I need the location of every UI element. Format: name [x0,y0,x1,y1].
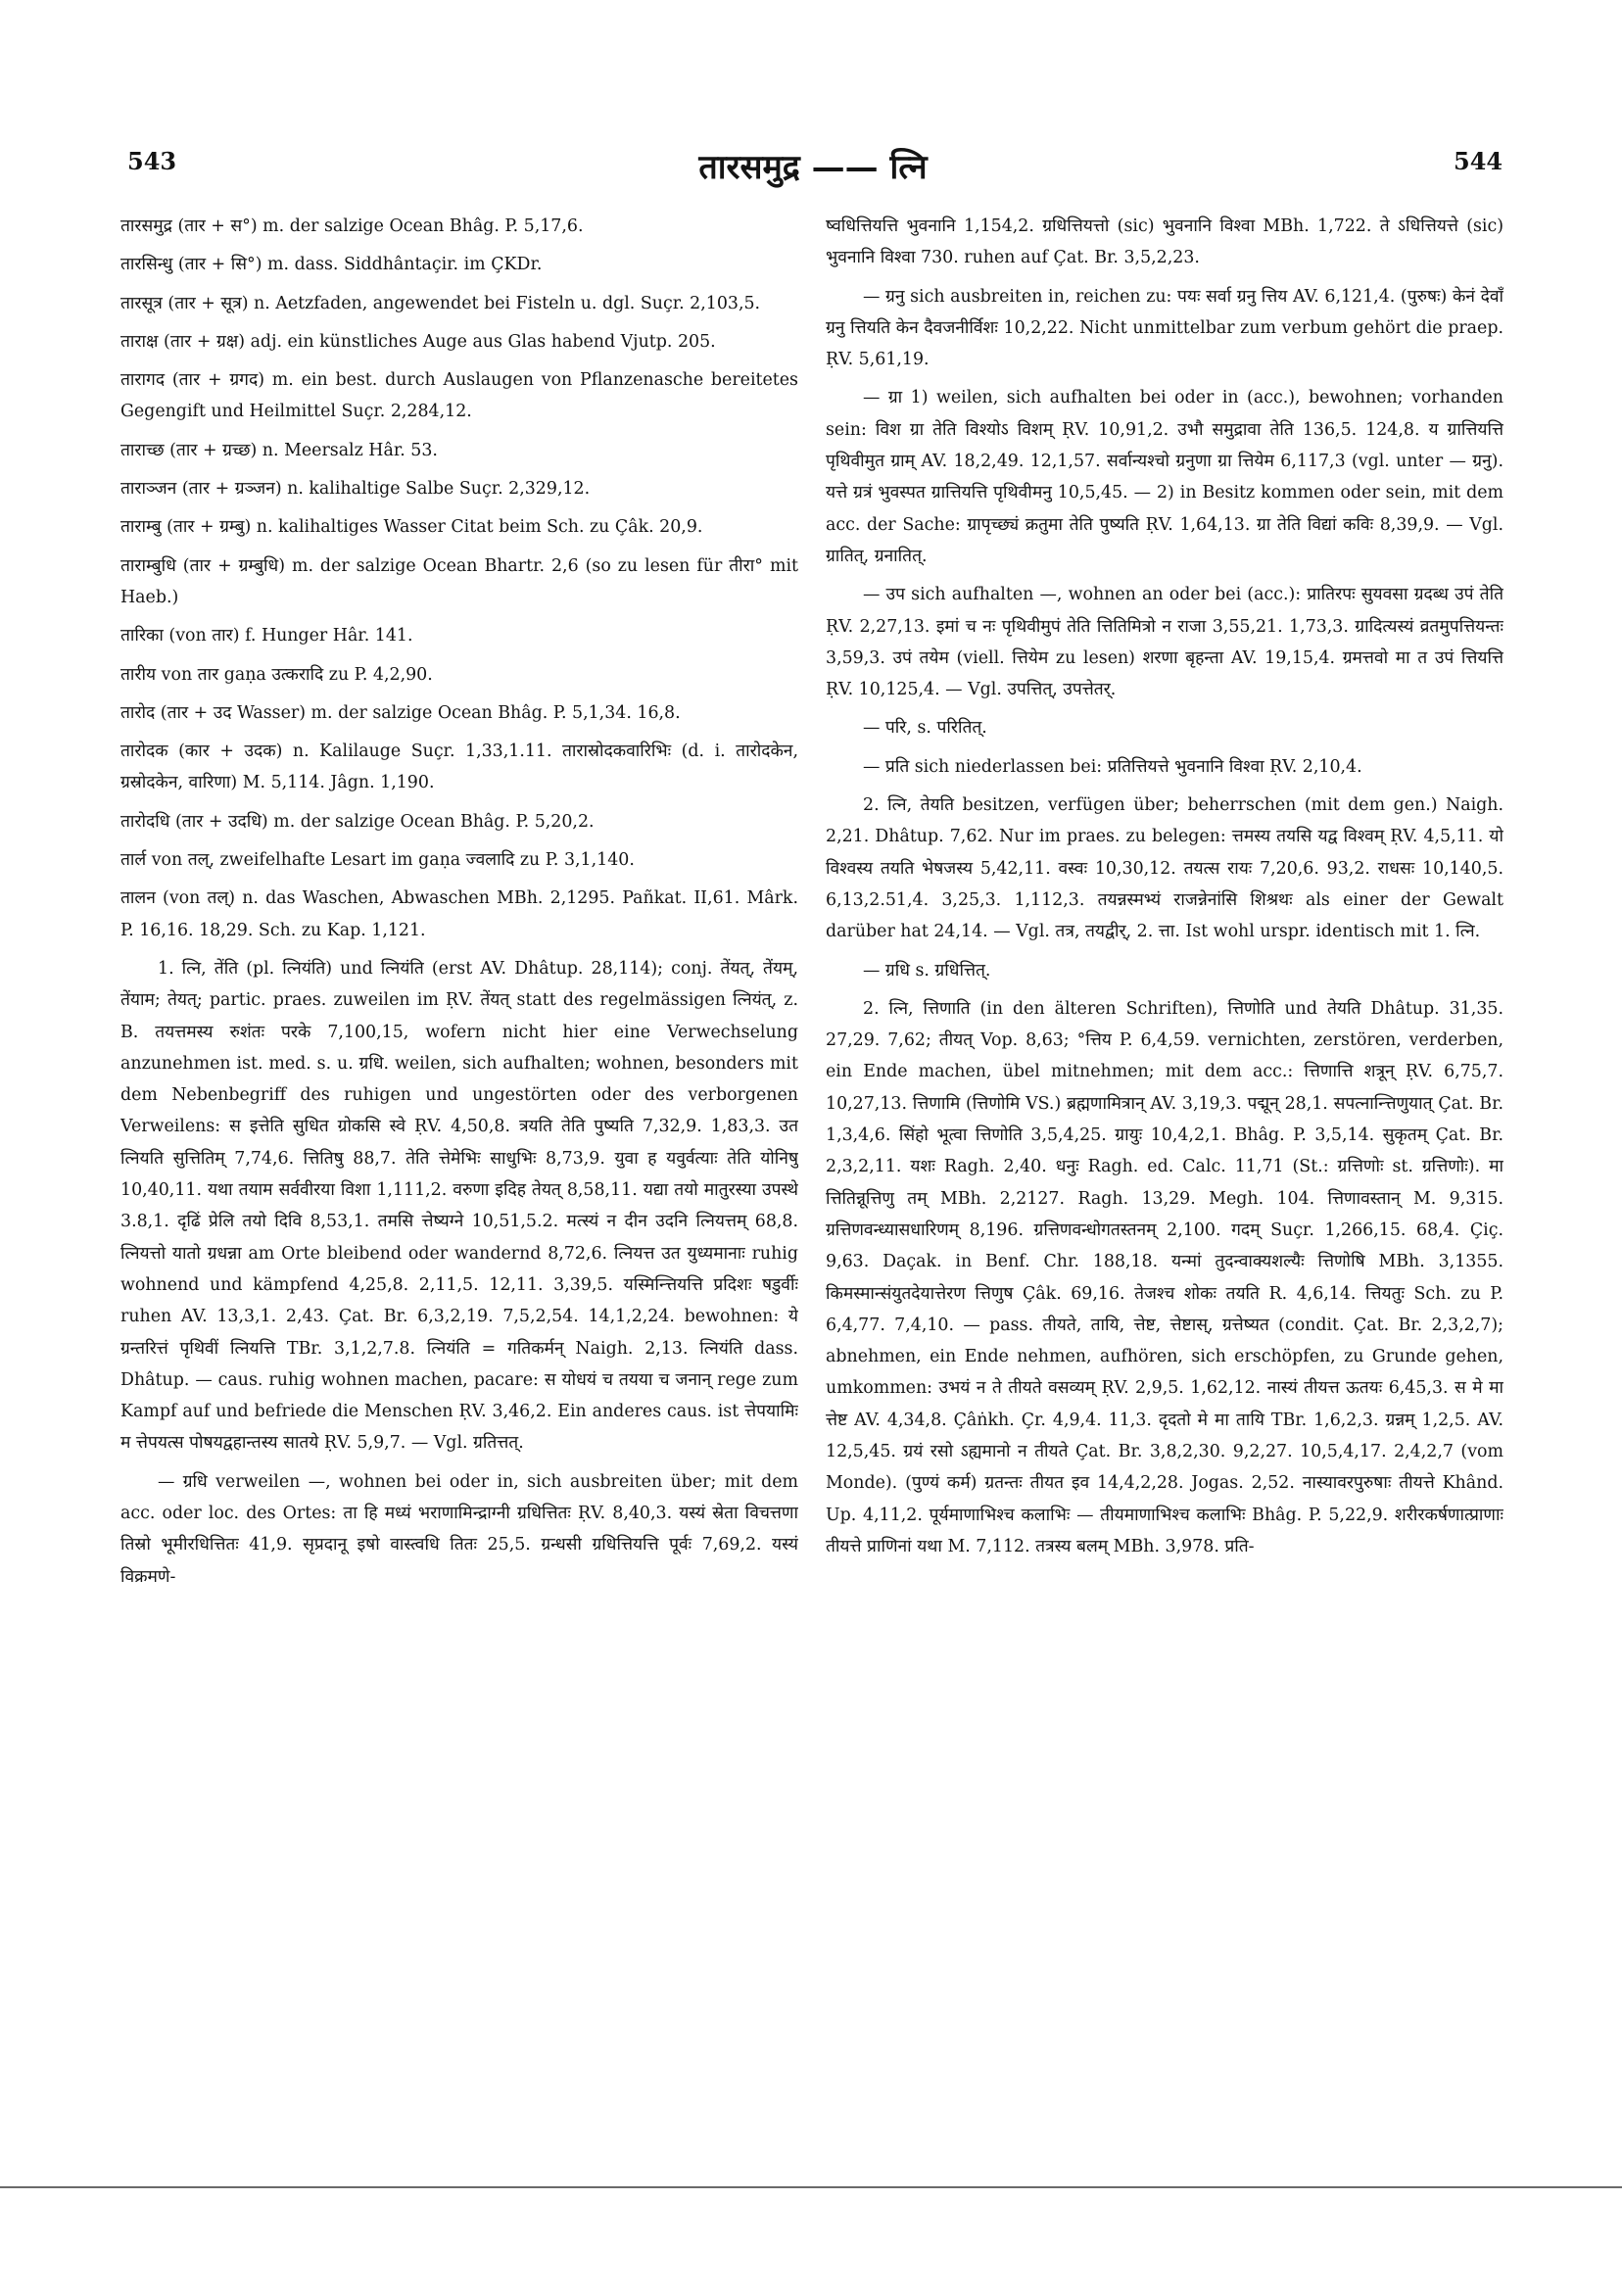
dictionary-subentry: — प्रति sich niederlassen bei: प्रतित्तियत्ते भुवनानि विश्वा ṚV. 2,10,4. [863,756,1362,777]
dictionary-entry: ताराम्बुधि (तार + ग्रम्बुधि) m. der salzige Ocean Bhartr. 2,6 (so zu lesen für तीरा° mit Haeb.) [120,555,798,607]
dictionary-entry: तालन (von तल्) n. das Waschen, Abwaschen MBh. 2,1295. Pañkat. II,61. Mârk. P. 16,16. 18,29. Sch. zu Kap. 1,121. [120,888,798,940]
dictionary-subentry: — ग्रा 1) weilen, sich aufhalten bei oder in (acc.), bewohnen; vorhanden sein: विश ग्रा तेति विश्योऽ विशम् ṚV. 10,91,2. उभौ समुद्रावा तेति 136,5. 124,8. य ग्रात्तियत्ति पृथिवीमुत ग्राम् AV. 18,2,49. 12,1,57. सर्वान्यश्चो ग्रनुणा ग्रा त्तियेम 6,117,3 (vgl. unter — ग्रनु). यत्ते ग्रत्रं भुवस्पत ग्रात्तियत्ति पृथिवीमनु 10,5,45. — 2) in Besitz kommen oder sein, mit dem acc. der Sache: ग्रापृच्छ्यं क्रतुमा तेति पुष्यति ṚV. 1,64,13. ग्रा तेति विद्यां कविः 8,39,9. — Vgl. ग्रातित्, ग्रनातित्. [826,388,1503,566]
dictionary-entry: तारसमुद्र (तार + स°) m. der salzige Ocean Bhâg. P. 5,17,6. [120,216,584,236]
running-head: तारसमुद्र —— त्नि [698,148,928,187]
dictionary-entry: तार्ल von तल्, zweifelhafte Lesart im gaṇa ज्वलादि zu P. 3,1,140. [120,850,635,871]
dictionary-entry: तारिका (von तार) f. Hunger Hâr. 141. [120,626,413,646]
dictionary-entry: ताराञ्जन (तार + ग्रञ्जन) n. kalihaltige Salbe Suçr. 2,329,12. [120,479,591,500]
dictionary-entry-continued: ष्वधित्तियत्ति भुवनानि 1,154,2. ग्रधित्तियत्तो (sic) भुवनानि विश्वा MBh. 1,722. ते ऽधित्तियत्ते (sic) भुवनानि विश्वा 730. ruhen auf Çat. Br. 3,5,2,23. [826,216,1503,268]
bottom-rule [0,2186,1622,2188]
right-column [826,211,1503,2072]
dictionary-subentry: — ग्रधि s. ग्रधित्तित्. [863,960,991,981]
dictionary-entry: तारीय von तार gaṇa उत्करादि zu P. 4,2,90. [120,664,433,685]
dictionary-entry: ताराक्ष (तार + ग्रक्ष) adj. ein künstliches Auge aus Glas habend Vjutp. 205. [120,331,716,352]
page-number-left: 543 [127,147,177,175]
dictionary-entry: तारोदक (कार + उदक) n. Kalilauge Suçr. 1,33,1.11. तारास्रोदकवारिभिः (d. i. तारोदकेन, ग्रस्रोदकेन, वारिणा) M. 5,114. Jâgn. 1,190. [120,741,798,793]
dictionary-entry: तारोद (तार + उद Wasser) m. der salzige Ocean Bhâg. P. 5,1,34. 16,8. [120,702,681,723]
dictionary-entry: तारोदधि (तार + उदधि) m. der salzige Ocean Bhâg. P. 5,20,2. [120,811,595,832]
dictionary-subentry: — ग्रनु sich ausbreiten in, reichen zu: पयः सर्वा ग्रनु त्तिय AV. 6,121,4. (पुरुषः) केनं देवाँ ग्रनु त्तियति केन दैवजनीर्विशः 10,2,22. Nicht unmittelbar zum verbum gehört die praep. ṚV. 5,61,19. [826,286,1503,370]
dictionary-subentry: — उप sich aufhalten —, wohnen an oder bei (acc.): प्रातिरपः सुयवसा ग्रदब्ध उपं तेति ṚV. 2,27,13. इमां च नः पृथिवीमुपं तेति त्तितिमित्रो न राजा 3,55,21. 1,73,3. ग्रादित्यस्यं व्रतमुपत्तियन्तः 3,59,3. उपं तयेम (viell. त्तियेम zu lesen) शरणा बृहन्ता AV. 19,15,4. ग्रमत्तवो मा त उपं त्तियत्ति ṚV. 10,125,4. — Vgl. उपत्तित्, उपत्तेतर्. [826,585,1503,700]
dictionary-entry-main: 2. त्नि, तेयति besitzen, verfügen über; beherrschen (mit dem gen.) Naigh. 2,21. Dhâtup. 7,62. Nur im praes. zu belegen: त्तमस्य तयसि यद्व विश्वम् ṚV. 4,5,11. यो विश्वस्य तयति भेषजस्य 5,42,11. वस्वः 10,30,12. तयत्स रायः 7,20,6. 93,2. राधसः 10,140,5. 6,13,2.51,4. 3,25,3. 1,112,3. तयन्नस्मभ्यं राजन्नेनांसि शिश्रथः als einer der Gewalt darüber hat 24,14. — Vgl. तत्र, तयद्वीर्, 2. त्ता. Ist wohl urspr. identisch mit 1. त्नि. [826,795,1503,942]
dictionary-entry: ताराच्छ (तार + ग्रच्छ) n. Meersalz Hâr. 53. [120,440,438,460]
dictionary-entry: तारागद (तार + ग्रगद) m. ein best. durch Auslaugen von Pflanzenasche bereitetes Gegengift und Heilmittel Suçr. 2,284,12. [120,370,798,422]
dictionary-entry: तारसूत्र (तार + सूत्र) n. Aetzfaden, angewendet bei Fisteln u. dgl. Suçr. 2,103,5. [120,293,761,313]
dictionary-entry-main: 1. त्नि, तेंति (pl. त्नियंति) und त्नियंति (erst AV. Dhâtup. 28,114); conj. तेंयत्, तेंयम्, तेंयाम; तेयत्; partic. praes. zuweilen im ṚV. तेंयत् statt des regelmässigen त्नियंत्, z. B. तयत्तमस्य रुशंतः परके 7,100,15, wofern nicht hier eine Verwechselung anzunehmen ist. med. s. u. ग्रधि. weilen, sich aufhalten; wohnen, besonders mit dem Nebenbegriff des ruhigen und ungestörten oder des verborgenen Verweilens: स इत्तेति सुधित ग्रोकसि स्वे ṚV. 4,50,8. त्रयति तेति पुष्यति 7,32,9. 1,83,3. उत त्नियति सुत्तितिम् 7,74,6. त्तितिषु 88,7. तेति त्तेमेभिः साधुभिः 8,73,9. युवा ह यवुर्वत्याः तेति योनिषु 10,40,11. यथा तयाम सर्ववीरया विशा 1,111,2. वरुणा इदिह तेयत् 8,58,11. यद्या तयो मातुरस्या उपस्थे 3.8,1. दृढिं प्रेलि तयो दिवि 8,53,1. तमसि त्तेष्यग्ने 10,51,5.2. मत्स्यं न दीन उदनि त्नियत्तम् 68,8. त्नियत्तो यातो ग्रधन्ना am Orte bleibend oder wandernd 8,72,6. त्नियत्त उत युध्यमानाः ruhig wohnend und kämpfend 4,25,8. 2,11,5. 12,11. 3,39,5. यस्मिन्त्तियत्ति प्रदिशः षडुर्वीः ruhen AV. 13,3,1. 2,43. Çat. Br. 6,3,2,19. 7,5,2,54. 14,1,2,24. bewohnen: ये ग्रन्तरित्तं पृथिवीं त्नियत्ति TBr. 3,1,2,7.8. त्नियंति = गतिकर्मन् Naigh. 2,13. त्नियंति dass. Dhâtup. — caus. ruhig wohnen machen, pacare: स योधयं च तयया च जनान् rege zum Kampf auf und befriede die Menschen ṚV. 3,46,2. Ein anderes caus. ist त्तेपयामिः म त्तेपयत्स पोषयद्वहान्तस्य सातये ṚV. 5,9,7. — Vgl. ग्रतित्तत्. [120,958,798,1454]
left-column [120,211,798,2072]
dictionary-subentry: — ग्रधि verweilen —, wohnen bei oder in, sich ausbreiten über; mit dem acc. oder loc. des Ortes: ता हि मध्यं भराणामिन्द्राग्नी ग्रधित्तितः ṚV. 8,40,3. यस्यं स्रेता विचत्तणा तिस्रो भूमीरधित्तितः 41,9. सृप्रदानू इषो वास्त्वधि तितः 25,5. ग्रन्धसी ग्रधित्तियत्ति पूर्वः 7,69,2. यस्यं विक्रमणे- [120,1471,798,1587]
dictionary-entry-main: 2. त्नि, त्तिणाति (in den älteren Schriften), त्तिणोति und तेयति Dhâtup. 31,35. 27,29. 7,62; तीयत् Vop. 8,63; °त्तिय P. 6,4,59. vernichten, zerstören, verderben, ein Ende machen, übel mitnehmen; mit dem acc.: त्तिणात्ति शत्रून् ṚV. 6,75,7. 10,27,13. त्तिणामि (त्तिणोमि VS.) ब्रह्मणामित्रान् AV. 3,19,3. पद्मून् 28,1. सपत्नान्त्तिणुयात् Çat. Br. 1,3,4,6. सिंहो भूत्वा त्तिणोति 3,5,4,25. ग्रायुः 10,4,2,1. Bhâg. P. 3,5,14. सुकृतम् Çat. Br. 2,3,2,11. यशः Ragh. 2,40. धनुः Ragh. ed. Calc. 11,71 (St.: ग्रत्तिणोः st. ग्रत्तिणोः). मा त्तितिन्नूत्तिणु तम् MBh. 2,2127. Ragh. 13,29. Megh. 104. त्तिणावस्तान् M. 9,315. ग्रत्तिणवन्ध्यासधारिणम् 8,196. ग्रत्तिणवन्धोगतस्तनम् 2,100. गदम् Suçr. 1,266,15. 68,4. Çiç. 9,63. Daçak. in Benf. Chr. 188,18. यन्मां तुदन्वाक्यशल्यैः त्तिणोषि MBh. 3,1355. किमस्मान्संयुतदेयात्तेरण त्तिणुष Çâk. 69,16. तेजश्च शोकः तयति R. 4,6,14. त्तियतुः Sch. zu P. 6,4,77. 7,4,10. — pass. तीयते, तायि, त्तेष्ट, त्तेष्टास्, ग्रत्तेष्यत (condit. Çat. Br. 2,3,2,7); abnehmen, ein Ende nehmen, aufhören, sich erschöpfen, zu Grunde gehen, umkommen: उभयं न ते तीयते वसव्यम् ṚV. 2,9,5. 1,62,12. नास्यं तीयत्त ऊतयः 6,45,3. स मे मा त्तेष्ट AV. 4,34,8. Çâṅkh. Çr. 4,9,4. 11,3. दृदतो मे मा तायि TBr. 1,6,2,3. ग्रन्नम् 1,2,5. AV. 12,5,45. ग्रयं रसो ऽह्यमानो न तीयते Çat. Br. 3,8,2,30. 9,2,27. 10,5,4,17. 2,4,2,7 (vom Monde). (पुण्यं कर्म) ग्रतन्तः तीयत इव 14,4,2,28. Jogas. 2,52. नास्यावरपुरुषाः तीयत्ते Khând. Up. 4,11,2. पूर्यमाणाभिश्च कलाभिः — तीयमाणाभिश्च कलाभिः Bhâg. P. 5,22,9. शरीरकर्षणात्प्राणाः तीयत्ते प्राणिनां यथा M. 7,112. तत्रस्य बलम् MBh. 3,978. प्रति- [826,998,1503,1556]
dictionary-entry: ताराम्बु (तार + ग्रम्बु) n. kalihaltiges Wasser Citat beim Sch. zu Çâk. 20,9. [120,517,703,538]
dictionary-subentry: — परि, s. परितित्. [863,718,987,739]
page-number-right: 544 [1454,147,1503,175]
dictionary-entry: तारसिन्धु (तार + सि°) m. dass. Siddhântaçir. im ÇKDr. [120,255,543,275]
